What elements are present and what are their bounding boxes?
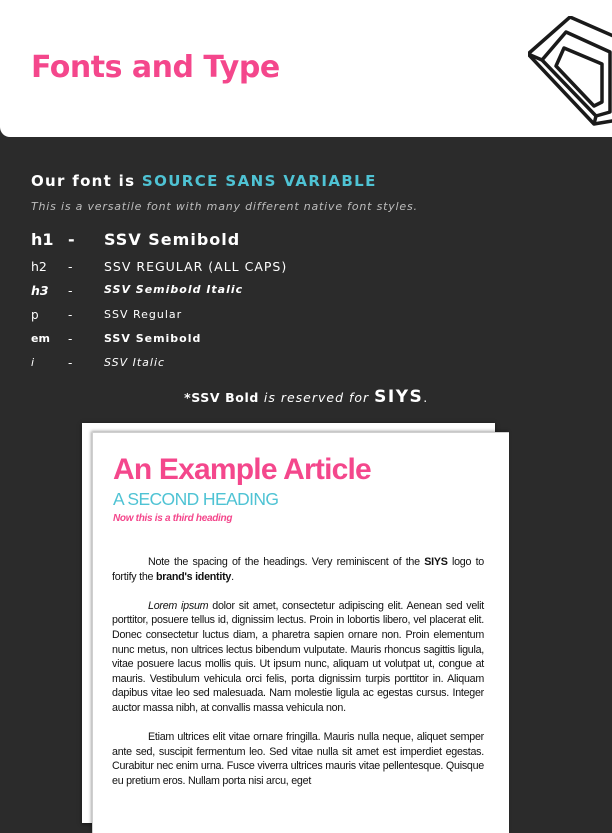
type-dash: - xyxy=(68,332,73,346)
type-row-i xyxy=(31,356,471,376)
type-row-h3 xyxy=(31,283,471,303)
article-text: . xyxy=(231,570,234,583)
type-desc: SSV Italic xyxy=(104,356,166,369)
article-text: Note the spacing of the headings. Very reminiscent of the xyxy=(148,556,425,568)
reserved-note xyxy=(0,387,612,407)
example-article xyxy=(92,432,509,833)
type-row-em xyxy=(31,332,471,352)
type-desc: SSV Semibold Italic xyxy=(104,283,244,296)
font-intro xyxy=(31,172,377,190)
type-dash: - xyxy=(68,308,73,322)
reserved-text: is reserved for xyxy=(258,390,375,405)
type-desc: SSV Semibold xyxy=(104,332,202,345)
type-desc: SSV Regular xyxy=(104,308,183,321)
type-dash: - xyxy=(68,259,73,274)
reserved-bold: *SSV Bold xyxy=(184,390,259,405)
font-name: SOURCE SANS VARIABLE xyxy=(141,172,377,190)
type-dash: - xyxy=(68,230,75,249)
type-desc: SSV REGULAR (ALL CAPS) xyxy=(104,259,288,274)
type-tag: h2 xyxy=(31,259,47,274)
type-desc: SSV Semibold xyxy=(104,230,241,249)
diamond-logo-icon xyxy=(528,16,612,128)
article-heading-1: An Example Article xyxy=(113,453,371,486)
reserved-period: . xyxy=(423,390,428,405)
article-text: dolor sit amet, consectetur adipiscing elit. Aenean sed velit porttitor, posuere tellus id, dignissim lectus. Proin in lobortis libero, vel placerat elit. Donec consectetur luctus diam, a pharetra sapien ornare non. Proin elementum nunc metus, non ultrices lectus bibendum vulputate. Mauris rhoncus sagittis ligula, vitae posuere lacus mollis quis. Ut ipsum nunc, aliquam ut volutpat ut, congue at mauris. Vestibulum vehicula orci felis, porta dignissim turpis porttitor in. Aliquam dapibus vitae leo sed malesuada. Nam molestie ligula ac egestas cursus. Integer auctor massa nibh, at convallis massa vehicula non. xyxy=(112,599,484,714)
article-heading-2: A SECOND HEADING xyxy=(113,489,279,509)
article-italic: Lorem ipsum xyxy=(148,599,209,612)
type-row-h1 xyxy=(31,230,471,250)
type-dash: - xyxy=(68,356,73,370)
type-tag: h3 xyxy=(31,283,49,298)
font-intro-label: Our font is xyxy=(31,172,142,190)
reserved-brand: SIYS xyxy=(374,387,424,407)
font-subtitle: This is a versatile font with many different native font styles. xyxy=(31,200,418,213)
article-emphasis: brand's identity xyxy=(155,570,232,583)
type-tag: i xyxy=(31,356,35,369)
type-tag: h1 xyxy=(31,230,54,249)
article-text: logo to fortify the xyxy=(112,556,485,583)
type-tag: em xyxy=(31,332,50,345)
article-heading-3: Now this is a third heading xyxy=(113,513,233,524)
article-paragraph xyxy=(112,555,484,584)
type-row-h2 xyxy=(31,259,471,279)
page-header xyxy=(0,0,612,137)
type-row-p xyxy=(31,308,471,328)
article-brand: SIYS xyxy=(424,556,448,568)
type-dash: - xyxy=(68,283,73,298)
article-paragraph: Etiam ultrices elit vitae ornare fringilla. Mauris nulla neque, aliquet semper ante sed, suscipit fermentum leo. Sed vitae nulla sit amet est imperdiet egestas. Curabitur nec enim urna. Fusce viverra ultrices mauris vitae pellentesque. Quisque eu pretium eros. Nullam porta nisi arcu, eget xyxy=(112,731,484,787)
type-tag: p xyxy=(31,308,39,322)
page-title: Fonts and Type xyxy=(31,50,280,85)
article-body xyxy=(112,555,484,803)
article-paragraph xyxy=(112,599,484,716)
